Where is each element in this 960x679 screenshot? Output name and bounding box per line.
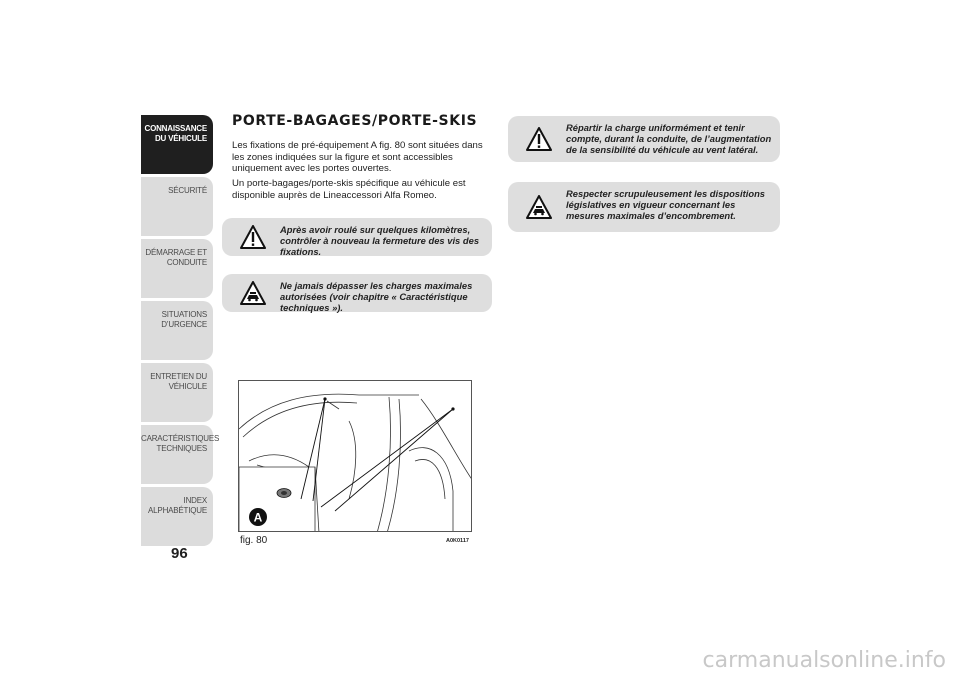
tab-demarrage-et-conduite[interactable]: DÉMARRAGE ET CONDUITE	[141, 239, 213, 298]
warning-triangle-icon	[240, 225, 266, 249]
note-load-distribution: Répartir la charge uniformément et tenir compte, durant la conduite, de l’augmentation de la sensibilité du véhicule au vent latéral.	[508, 116, 780, 162]
note-recheck-fixings: Après avoir roulé sur quelques kilomètres, contrôler à nouveau la fermeture des vis des fixations.	[222, 218, 492, 256]
watermark: carmanualsonline.info	[702, 648, 946, 673]
tab-index-alphabetique[interactable]: INDEX ALPHABÉTIQUE	[141, 487, 213, 546]
figure-code: A0K0117	[446, 538, 469, 544]
body-paragraph-1: Les fixations de pré-équipement A fig. 80 sont situées dans les zones indiquées sur la figure et sont accessibles uniquement avec les portes ouvertes.	[232, 140, 483, 174]
body-paragraph-2: Un porte-bagages/porte-skis spécifique au véhicule est disponible auprès de Lineaccessori Alfa Romeo.	[232, 178, 466, 201]
figure-caption: fig. 80	[240, 535, 268, 546]
note-legal-dimensions: Respecter scrupuleusement les dispositions législatives en vigueur concernant les mesures maximales d’encombrement.	[508, 182, 780, 232]
figure-80-illustration	[238, 380, 472, 532]
section-title: PORTE-BAGAGES/PORTE-SKIS	[232, 113, 478, 129]
page-number: 96	[171, 545, 188, 562]
warning-triangle-icon	[526, 127, 552, 151]
vehicle-load-icon	[240, 281, 266, 305]
tab-entretien-du-vehicule[interactable]: ENTRETIEN DU VÉHICULE	[141, 363, 213, 422]
vehicle-load-icon	[526, 195, 552, 219]
tab-securite[interactable]: SÉCURITÉ	[141, 177, 213, 236]
tab-situations-durgence[interactable]: SITUATIONS D’URGENCE	[141, 301, 213, 360]
svg-text:A: A	[253, 510, 263, 525]
note-max-loads: Ne jamais dépasser les charges maximales autorisées (voir chapitre « Caractéristique techniques »).	[222, 274, 492, 312]
tab-connaissance-du-vehicule[interactable]: CONNAISSANCE DU VÉHICULE	[141, 115, 213, 174]
tab-caracteristiques-techniques[interactable]: CARACTÉRISTIQUES TECHNIQUES	[141, 425, 213, 484]
car-interior-drawing	[239, 381, 472, 532]
